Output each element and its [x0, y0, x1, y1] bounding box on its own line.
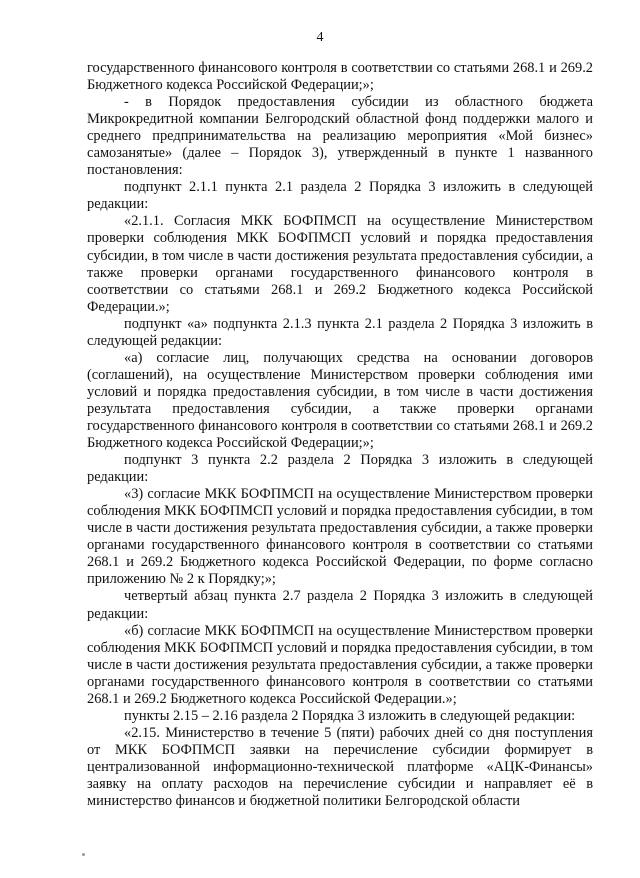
scan-speck	[82, 853, 85, 856]
paragraph-subclause-3-intro: подпункт 3 пункта 2.2 раздела 2 Порядка 3 изложить в следующей редакции:	[87, 452, 593, 486]
paragraph-continuation: государственного финансового контроля в соответствии со статьями 268.1 и 269.2 Бюджетного кодекса Российской Федерации;»;	[87, 60, 593, 94]
paragraph-clause-2-15-text: «2.15. Министерство в течение 5 (пяти) рабочих дней со дня поступления от МКК БОФПМСП заявки на перечисление субсидии формирует в централизованной информационно-технической платформе «АЦК-Финансы» заявку на оплату расходов на перечисление субсидии и направляет её в министерство финансов и бюджетной политики Белгородской области	[87, 724, 593, 810]
paragraph-clauses-2-15-2-16-intro: пункты 2.15 – 2.16 раздела 2 Порядка 3 изложить в следующей редакции:	[124, 707, 576, 724]
paragraph-subclause-a-intro: подпункт «а» подпункта 2.1.3 пункта 2.1 раздела 2 Порядка 3 изложить в следующей редакции:	[87, 315, 593, 349]
paragraph-clause-2-7-intro: четвертый абзац пункта 2.7 раздела 2 Порядка 3 изложить в следующей редакции:	[87, 588, 593, 622]
paragraph-clause-2-7-text: «б) согласие МКК БОФПМСП на осуществление Министерством проверки соблюдения МКК БОФПМСП условий и порядка предоставления субсидии, в том числе в части достижения результата предоставления субсидии, а также проверки органами государственного финансового контроля в соответствии со статьями 268.1 и 269.2 Бюджетного кодекса Российской Федерации.»;	[87, 622, 593, 707]
paragraph-subclause-2-1-1-text: «2.1.1. Согласия МКК БОФПМСП на осуществление Министерством проверки соблюдения МКК БОФПМСП условий и порядка предоставления субсидии, в том числе в части достижения результата предоставления субсидии, а также проверки органами государственного финансового контроля в соответствии со статьями 268.1 и 269.2 Бюджетного кодекса Российской Федерации.»;	[87, 213, 593, 315]
page-number: 4	[316, 30, 324, 45]
paragraph-subclause-3-text: «3) согласие МКК БОФПМСП на осуществление Министерством проверки соблюдения МКК БОФПМСП условий и порядка предоставления субсидии, в том числе в части достижения результата предоставления субсидии, а также проверки органами государственного финансового контроля в соответствии со статьями 268.1 и 269.2 Бюджетного кодекса Российской Федерации, по форме согласно приложению № 2 к Порядку;»;	[87, 486, 593, 588]
paragraph-subclause-2-1-1-intro: подпункт 2.1.1 пункта 2.1 раздела 2 Порядка 3 изложить в следующей редакции:	[87, 179, 593, 213]
document-body	[87, 60, 593, 810]
paragraph-amendment-order-3: - в Порядок предоставления субсидии из областного бюджета Микрокредитной компании Белгородский областной фонд поддержки малого и среднего предпринимательства на реализацию мероприятия «Мой бизнес» самозанятые» (далее – Порядок 3), утвержденный в пункте 1 названного постановления:	[87, 94, 593, 179]
paragraph-subclause-a-text: «а) согласие лиц, получающих средства на основании договоров (соглашений), на осуществление Министерством проверки соблюдения ими условий и порядка предоставления субсидии, в том числе в части достижения результата предоставления субсидии, а также проверки органами государственного финансового контроля в соответствии со статьями 268.1 и 269.2 Бюджетного кодекса Российской Федерации;»;	[87, 349, 593, 452]
